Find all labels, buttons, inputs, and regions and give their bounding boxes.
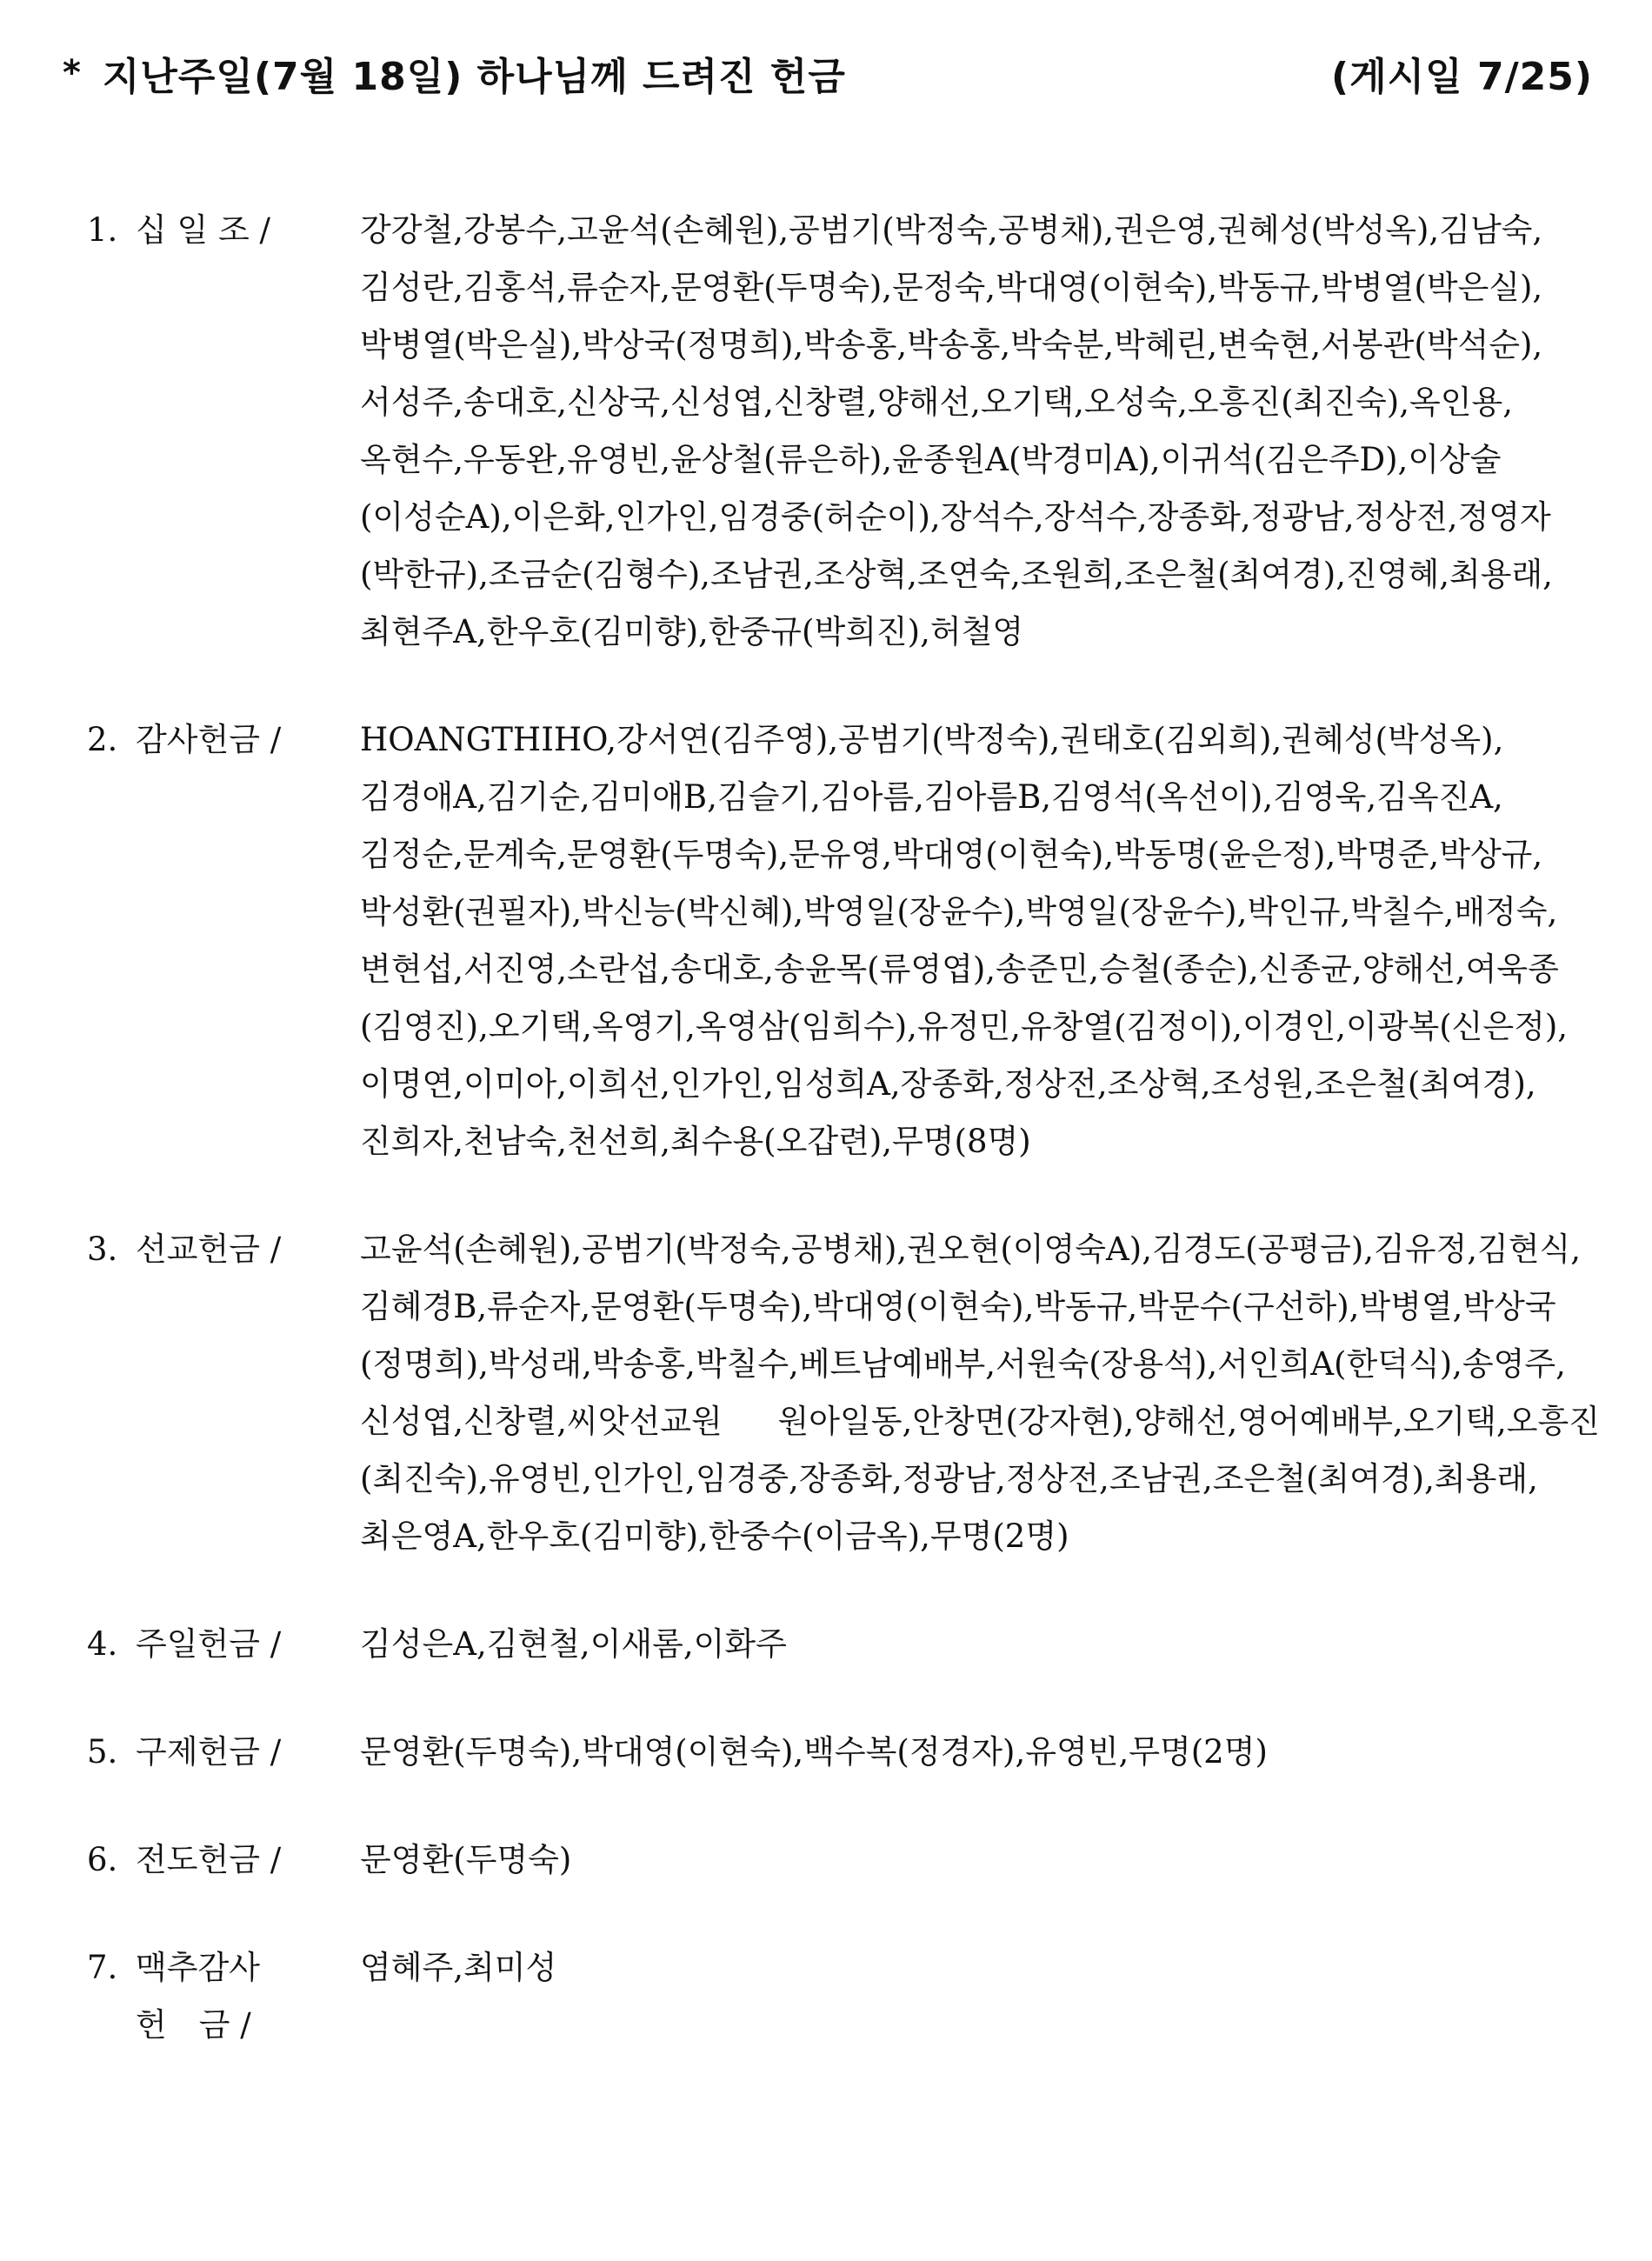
donor-list: 문영환(두명숙),박대영(이현숙),백수복(정경자),유영빈,무명(2명) <box>360 1733 1268 1771</box>
section-label <box>87 202 360 259</box>
donor-list: 문영환(두명숙) <box>360 1841 572 1878</box>
asterisk-icon: * <box>63 53 82 93</box>
section-number: 6. <box>87 1841 118 1878</box>
donor-list: 고윤석(손혜원),공범기(박정숙,공병채),권오현(이영숙A),김경도(공평금),김유정,김현식,김혜경B,류순자,문영환(두명숙),박대영(이현숙),박동규,박문수(구선하),박병열,박상국(정명희),박성래,박송홍,박칠수,베트남예배부,서원숙(장용석),서인희A(한덕식),송영주,신성엽,신창렬,씨앗선교원 원아일동,안창면(강자현),양해선,영어예배부,오기택,오흥진(최진숙),유영빈,인가인,임경중,장종화,정광남,정상전,조남권,조은철(최여경),최용래,최은영A,한우호(김미향),한중수(이금옥),무명(2명) <box>360 1231 1600 1555</box>
section-number: 4. <box>87 1625 118 1663</box>
section-title-line2: 헌 금 / <box>136 2006 251 2044</box>
section-label <box>87 1939 360 2054</box>
donor-list: 염혜주,최미성 <box>360 1949 557 1986</box>
donor-list: HOANGTHIHO,강서연(김주영),공범기(박정숙),권태호(김외희),권혜성(박성옥),김경애A,김기순,김미애B,김슬기,김아름,김아름B,김영석(옥선이),김영욱,김옥진A,김정순,문계숙,문영환(두명숙),문유영,박대영(이현숙),박동명(윤은정),박명준,박상규,박성환(권필자),박신능(박신혜),박영일(장윤수),박영일(장윤수),박인규,박칠수,배정숙,변현섭,서진영,소란섭,송대호,송윤목(류영엽),송준민,승철(종순),신종균,양해선,여욱종(김영진),오기택,옥영기,옥영삼(임희수),유정민,유창열(김정이),이경인,이광복(신은정),이명연,이미아,이희선,인가인,임성희A,장종화,정상전,조상혁,조성원,조은철(최여경),진희자,천남숙,천선희,최수용(오갑련),무명(8명) <box>360 721 1569 1160</box>
section-thanksgiving <box>87 711 1600 1171</box>
section-number: 2. <box>87 721 118 758</box>
section-number: 7. <box>87 1949 118 1986</box>
title-wrap <box>63 45 846 101</box>
section-title: 선교헌금 / <box>136 1231 282 1268</box>
section-label <box>87 1724 360 1781</box>
donor-list: 김성은A,김현철,이새롬,이화주 <box>360 1625 787 1663</box>
section-title: 구제헌금 / <box>136 1733 282 1771</box>
section-tithe <box>87 202 1600 661</box>
page-header <box>63 38 1593 108</box>
section-number: 1. <box>87 211 118 249</box>
section-label <box>87 1221 360 1278</box>
page-title: 지난주일(7월 18일) 하나님께 드려진 헌금 <box>102 55 846 99</box>
donor-list: 강강철,강봉수,고윤석(손혜원),공범기(박정숙,공병채),권은영,권혜성(박성옥),김남숙,김성란,김홍석,류순자,문영환(두명숙),문정숙,박대영(이현숙),박동규,박병열(박은실),박병열(박은실),박상국(정명희),박송홍,박송홍,박숙분,박혜린,변숙현,서봉관(박석순),서성주,송대호,신상국,신성엽,신창렬,양해선,오기택,오성숙,오흥진(최진숙),옥인용,옥현수,우동완,유영빈,윤상철(류은하),윤종원A(박경미A),이귀석(김은주D),이상술(이성순A),이은화,인가인,임경중(허순이),장석수,장석수,장종화,정광남,정상전,정영자(박한규),조금순(김형수),조남권,조상혁,조연숙,조원희,조은철(최여경),진영혜,최용래,최현주A,한우호(김미향),한중규(박희진),허철영 <box>360 211 1553 650</box>
section-title: 맥추감사 <box>136 1949 260 1986</box>
section-number: 3. <box>87 1231 118 1268</box>
section-number: 5. <box>87 1733 118 1771</box>
posted-date: (게시일 7/25) <box>1331 55 1593 99</box>
section-label <box>87 1831 360 1889</box>
section-sunday <box>87 1616 1600 1673</box>
section-relief <box>87 1724 1600 1781</box>
section-mission <box>87 1221 1600 1565</box>
section-title: 전도헌금 / <box>136 1841 282 1878</box>
offering-sections <box>87 202 1600 2104</box>
section-title: 감사헌금 / <box>136 721 282 758</box>
section-label <box>87 711 360 769</box>
section-title: 주일헌금 / <box>136 1625 282 1663</box>
section-title: 십 일 조 / <box>136 211 270 249</box>
section-label <box>87 1616 360 1673</box>
section-harvest-thanksgiving <box>87 1939 1600 2054</box>
section-evangelism <box>87 1831 1600 1889</box>
